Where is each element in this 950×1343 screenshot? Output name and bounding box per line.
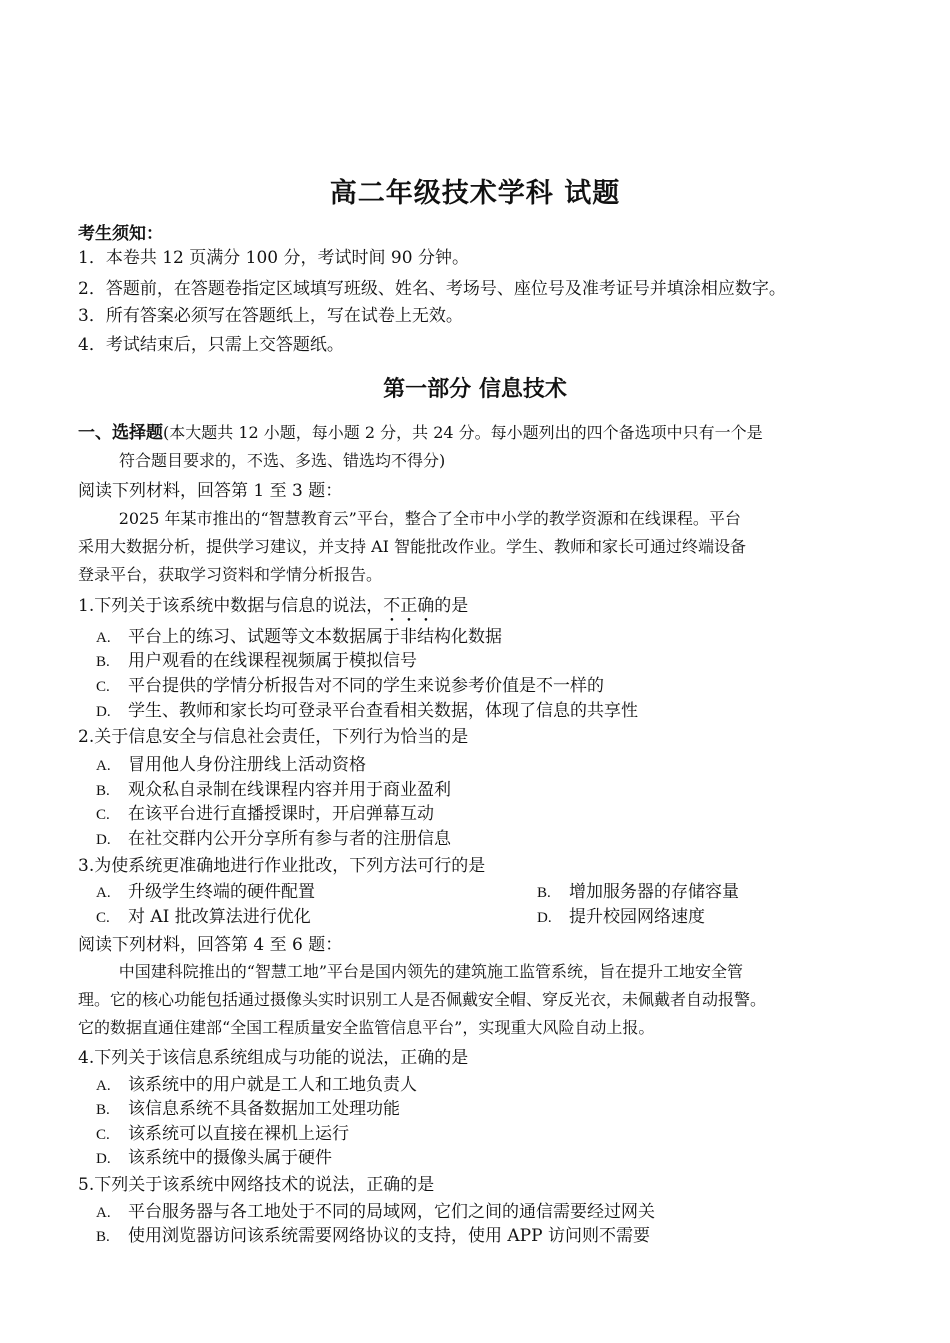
question-1-option-d [96, 696, 638, 721]
notice-heading: 考生须知： [78, 224, 163, 244]
option-letter: C. [96, 910, 110, 926]
question-4-stem: 4.下列关于该信息系统组成与功能的说法，正确的是 [78, 1048, 469, 1068]
question-5-option-a [96, 1197, 655, 1222]
option-letter: B. [96, 783, 110, 799]
question-3-option-c [96, 902, 311, 927]
section-description-cont: 符合题目要求的，不选、多选、错选均不得分) [119, 451, 446, 470]
question-5-stem: 5.下列关于该系统中网络技术的说法，正确的是 [78, 1175, 435, 1195]
option-letter: A. [96, 1205, 111, 1221]
question-1-option-b [96, 646, 417, 671]
option-letter: B. [537, 885, 551, 901]
option-letter: D. [537, 910, 552, 926]
question-4-option-c [96, 1119, 349, 1144]
question-4-option-d [96, 1143, 332, 1168]
material-paragraph-line: 采用大数据分析，提供学习建议，并支持 AI 智能批改作业。学生、教师和家长可通过终端设备 [78, 537, 747, 556]
notice-item: 2．答题前，在答题卷指定区域填写班级、姓名、考场号、座位号及准考证号并填涂相应数字。 [78, 279, 786, 299]
option-letter: D. [96, 832, 111, 848]
question-3-option-d [537, 902, 705, 927]
option-letter: B. [96, 1102, 110, 1118]
question-stem-text: 1.下列关于该系统中数据与信息的说法， [78, 596, 384, 616]
question-3-stem: 3.为使系统更准确地进行作业批改，下列方法可行的是 [78, 856, 486, 876]
question-3-option-a [96, 877, 315, 902]
option-letter: C. [96, 679, 110, 695]
option-text: 使用浏览器访问该系统需要网络协议的支持，使用 APP 访问则不需要 [128, 1226, 650, 1246]
option-text: 升级学生终端的硬件配置 [128, 882, 315, 902]
option-text: 平台提供的学情分析报告对不同的学生来说参考价值是不一样的 [128, 676, 604, 696]
page-title: 高二年级技术学科 试题 [329, 178, 621, 209]
section-description: (本大题共 12 小题，每小题 2 分，共 24 分。每小题列出的四个备选项中只有一个是 [163, 423, 763, 442]
notice-item: 1．本卷共 12 页满分 100 分，考试时间 90 分钟。 [78, 248, 469, 268]
material-paragraph-line: 中国建科院推出的“智慧工地”平台是国内领先的建筑施工监管系统，旨在提升工地安全管 [78, 962, 744, 981]
material-paragraph-line: 理。它的核心功能包括通过摄像头实时识别工人是否佩戴安全帽、穿反光衣，未佩戴者自动报警。 [78, 990, 767, 1009]
question-2-option-d [96, 824, 451, 849]
option-text: 在该平台进行直播授课时，开启弹幕互动 [128, 804, 434, 824]
option-text: 该系统中的用户就是工人和工地负责人 [128, 1075, 417, 1095]
option-text: 观众私自录制在线课程内容并用于商业盈利 [128, 780, 451, 800]
option-text: 该系统可以直接在裸机上运行 [128, 1124, 349, 1144]
option-letter: D. [96, 1151, 111, 1167]
question-2-option-c [96, 799, 434, 824]
option-letter: A. [96, 1078, 111, 1094]
material-paragraph-line: 登录平台，获取学习资料和学情分析报告。 [78, 565, 383, 584]
question-1-option-a [96, 622, 502, 647]
question-4-option-b [96, 1094, 400, 1119]
option-letter: D. [96, 704, 111, 720]
option-text: 对 AI 批改算法进行优化 [128, 907, 311, 927]
material-intro: 阅读下列材料，回答第 4 至 6 题： [78, 935, 343, 955]
question-1-stem [78, 591, 468, 626]
option-text: 用户观看的在线课程视频属于模拟信号 [128, 651, 417, 671]
option-text: 平台上的练习、试题等文本数据属于非结构化数据 [128, 627, 502, 647]
notice-item: 4．考试结束后，只需上交答题纸。 [78, 335, 344, 355]
option-letter: C. [96, 807, 110, 823]
option-letter: B. [96, 1229, 110, 1245]
question-4-option-a [96, 1070, 417, 1095]
section-label: 一、选择题 [78, 423, 163, 443]
question-2-stem: 2.关于信息安全与信息社会责任，下列行为恰当的是 [78, 727, 469, 747]
question-stem-text: 的是 [434, 596, 469, 616]
part-title: 第一部分 信息技术 [383, 376, 567, 402]
option-text: 学生、教师和家长均可登录平台查看相关数据，体现了信息的共享性 [128, 701, 638, 721]
emphasis-text: 不正确 [383, 596, 435, 616]
notice-item: 3．所有答案必须写在答题纸上，写在试卷上无效。 [78, 306, 463, 326]
option-letter: A. [96, 885, 111, 901]
option-text: 提升校园网络速度 [569, 907, 705, 927]
option-text: 平台服务器与各工地处于不同的局域网，它们之间的通信需要经过网关 [128, 1202, 655, 1222]
option-text: 增加服务器的存储容量 [569, 882, 739, 902]
material-intro: 阅读下列材料，回答第 1 至 3 题： [78, 481, 343, 501]
option-text: 该系统中的摄像头属于硬件 [128, 1148, 332, 1168]
question-1-option-c [96, 671, 604, 696]
option-letter: C. [96, 1127, 110, 1143]
option-text: 冒用他人身份注册线上活动资格 [128, 755, 366, 775]
option-letter: A. [96, 630, 111, 646]
option-text: 该信息系统不具备数据加工处理功能 [128, 1099, 400, 1119]
material-paragraph-line: 它的数据直通住建部“全国工程质量安全监管信息平台”，实现重大风险自动上报。 [78, 1018, 655, 1037]
option-text: 在社交群内公开分享所有参与者的注册信息 [128, 829, 451, 849]
material-paragraph-line: 2025 年某市推出的“智慧教育云”平台，整合了全市中小学的教学资源和在线课程。平台 [78, 509, 741, 528]
section-header [78, 418, 763, 443]
question-2-option-b [96, 775, 451, 800]
question-2-option-a [96, 750, 366, 775]
question-5-option-b [96, 1221, 650, 1246]
question-3-option-b [537, 877, 739, 902]
option-letter: A. [96, 758, 111, 774]
option-letter: B. [96, 654, 110, 670]
